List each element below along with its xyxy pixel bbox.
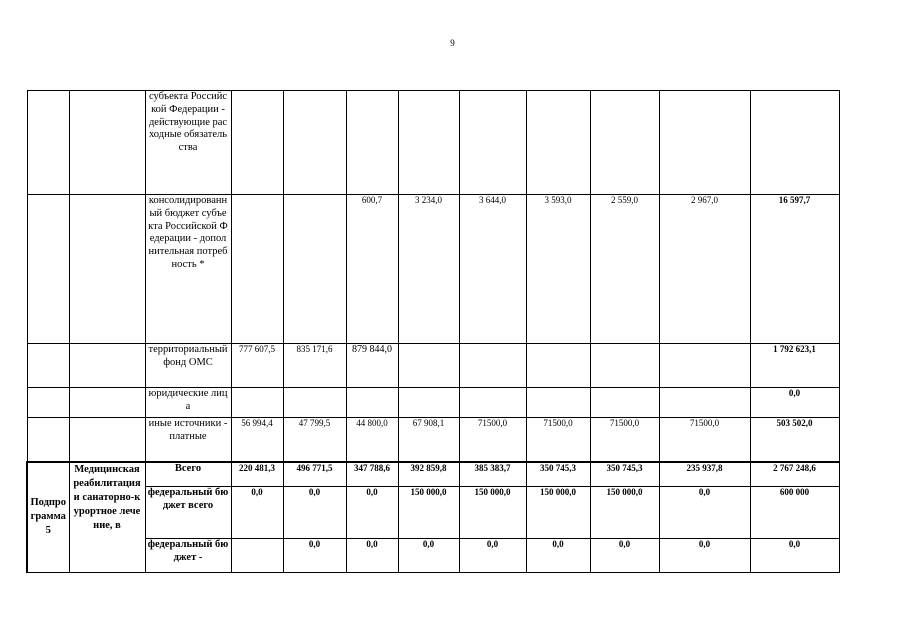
table-row bbox=[27, 462, 839, 487]
value-cell: 0,0 bbox=[590, 539, 659, 573]
value-cell: 0,0 bbox=[659, 487, 750, 539]
total-cell: 2 767 248,6 bbox=[750, 462, 839, 487]
table-row bbox=[27, 388, 839, 418]
value-cell: 600,7 bbox=[346, 195, 398, 344]
value-cell: 0,0 bbox=[398, 539, 459, 573]
value-cell: 0,0 bbox=[459, 539, 526, 573]
value-cell: 2 967,0 bbox=[659, 195, 750, 344]
value-cell: 235 937,8 bbox=[659, 462, 750, 487]
total-cell: 600 000 bbox=[750, 487, 839, 539]
value-cell: 3 593,0 bbox=[526, 195, 590, 344]
subprogram-code: Подпрограмма 5 bbox=[27, 462, 69, 573]
value-cell: 350 745,3 bbox=[526, 462, 590, 487]
total-cell: 1 792 623,1 bbox=[750, 344, 839, 388]
table-row bbox=[27, 91, 839, 195]
value-cell bbox=[283, 195, 346, 344]
total-cell: 0,0 bbox=[750, 388, 839, 418]
value-cell bbox=[231, 539, 283, 573]
value-cell: 496 771,5 bbox=[283, 462, 346, 487]
source-cell: федеральный бюджет - bbox=[145, 539, 231, 573]
source-cell: консолидированный бюджет субъекта Российской Федерации - дополнительная потребность * bbox=[145, 195, 231, 344]
source-cell: иные источники - платные bbox=[145, 418, 231, 462]
value-cell: 385 383,7 bbox=[459, 462, 526, 487]
value-cell bbox=[346, 388, 398, 418]
value-cell: 44 800,0 bbox=[346, 418, 398, 462]
table-row bbox=[27, 344, 839, 388]
total-cell: 503 502,0 bbox=[750, 418, 839, 462]
source-cell: субъекта Российской Федерации - действующие расходные обязательства bbox=[145, 91, 231, 195]
value-cell: 879 844,0 bbox=[346, 344, 398, 388]
total-cell: 16 597,7 bbox=[750, 195, 839, 344]
value-cell: 777 607,5 bbox=[231, 344, 283, 388]
value-cell: 835 171,6 bbox=[283, 344, 346, 388]
source-cell: Всего bbox=[145, 462, 231, 487]
value-cell: 71500,0 bbox=[459, 418, 526, 462]
empty-cell bbox=[69, 91, 145, 195]
table-row bbox=[27, 487, 839, 539]
value-cell: 0,0 bbox=[283, 487, 346, 539]
value-cell: 0,0 bbox=[659, 539, 750, 573]
value-cell: 3 234,0 bbox=[398, 195, 459, 344]
value-cell: 350 745,3 bbox=[590, 462, 659, 487]
value-cell: 0,0 bbox=[346, 539, 398, 573]
value-cell: 67 908,1 bbox=[398, 418, 459, 462]
page-number: 9 bbox=[450, 38, 455, 48]
value-cell: 150 000,0 bbox=[526, 487, 590, 539]
value-cell: 392 859,8 bbox=[398, 462, 459, 487]
value-cell: 3 644,0 bbox=[459, 195, 526, 344]
value-cell bbox=[283, 388, 346, 418]
subprogram-name: Медицинская реабилитация и санаторно-курортное лечение, в bbox=[69, 462, 145, 573]
value-cell: 0,0 bbox=[283, 539, 346, 573]
value-cell: 71500,0 bbox=[526, 418, 590, 462]
value-cell: 2 559,0 bbox=[590, 195, 659, 344]
value-cell: 150 000,0 bbox=[459, 487, 526, 539]
value-cell: 56 994,4 bbox=[231, 418, 283, 462]
source-cell: юридические лица bbox=[145, 388, 231, 418]
table-row bbox=[27, 195, 839, 344]
value-cell bbox=[231, 195, 283, 344]
value-cell bbox=[590, 344, 659, 388]
value-cell: 47 799,5 bbox=[283, 418, 346, 462]
value-cell bbox=[526, 344, 590, 388]
value-cell bbox=[659, 388, 750, 418]
total-cell: 0,0 bbox=[750, 539, 839, 573]
value-cell: 0,0 bbox=[526, 539, 590, 573]
value-cell: 0,0 bbox=[231, 487, 283, 539]
value-cell: 150 000,0 bbox=[590, 487, 659, 539]
value-cell: 150 000,0 bbox=[398, 487, 459, 539]
value-cell bbox=[459, 344, 526, 388]
value-cell bbox=[231, 388, 283, 418]
value-cell bbox=[398, 344, 459, 388]
value-cell: 220 481,3 bbox=[231, 462, 283, 487]
value-cell: 71500,0 bbox=[590, 418, 659, 462]
value-cell bbox=[459, 388, 526, 418]
value-cell: 0,0 bbox=[346, 487, 398, 539]
value-cell bbox=[659, 344, 750, 388]
value-cell: 347 788,6 bbox=[346, 462, 398, 487]
table-row bbox=[27, 418, 839, 462]
value-cell: 71500,0 bbox=[659, 418, 750, 462]
source-cell: территориальный фонд ОМС bbox=[145, 344, 231, 388]
table-row bbox=[27, 539, 839, 573]
value-cell bbox=[526, 388, 590, 418]
value-cell bbox=[590, 388, 659, 418]
value-cell bbox=[398, 388, 459, 418]
budget-table bbox=[26, 90, 840, 573]
source-cell: федеральный бюджет всего bbox=[145, 487, 231, 539]
empty-cell bbox=[27, 91, 69, 195]
